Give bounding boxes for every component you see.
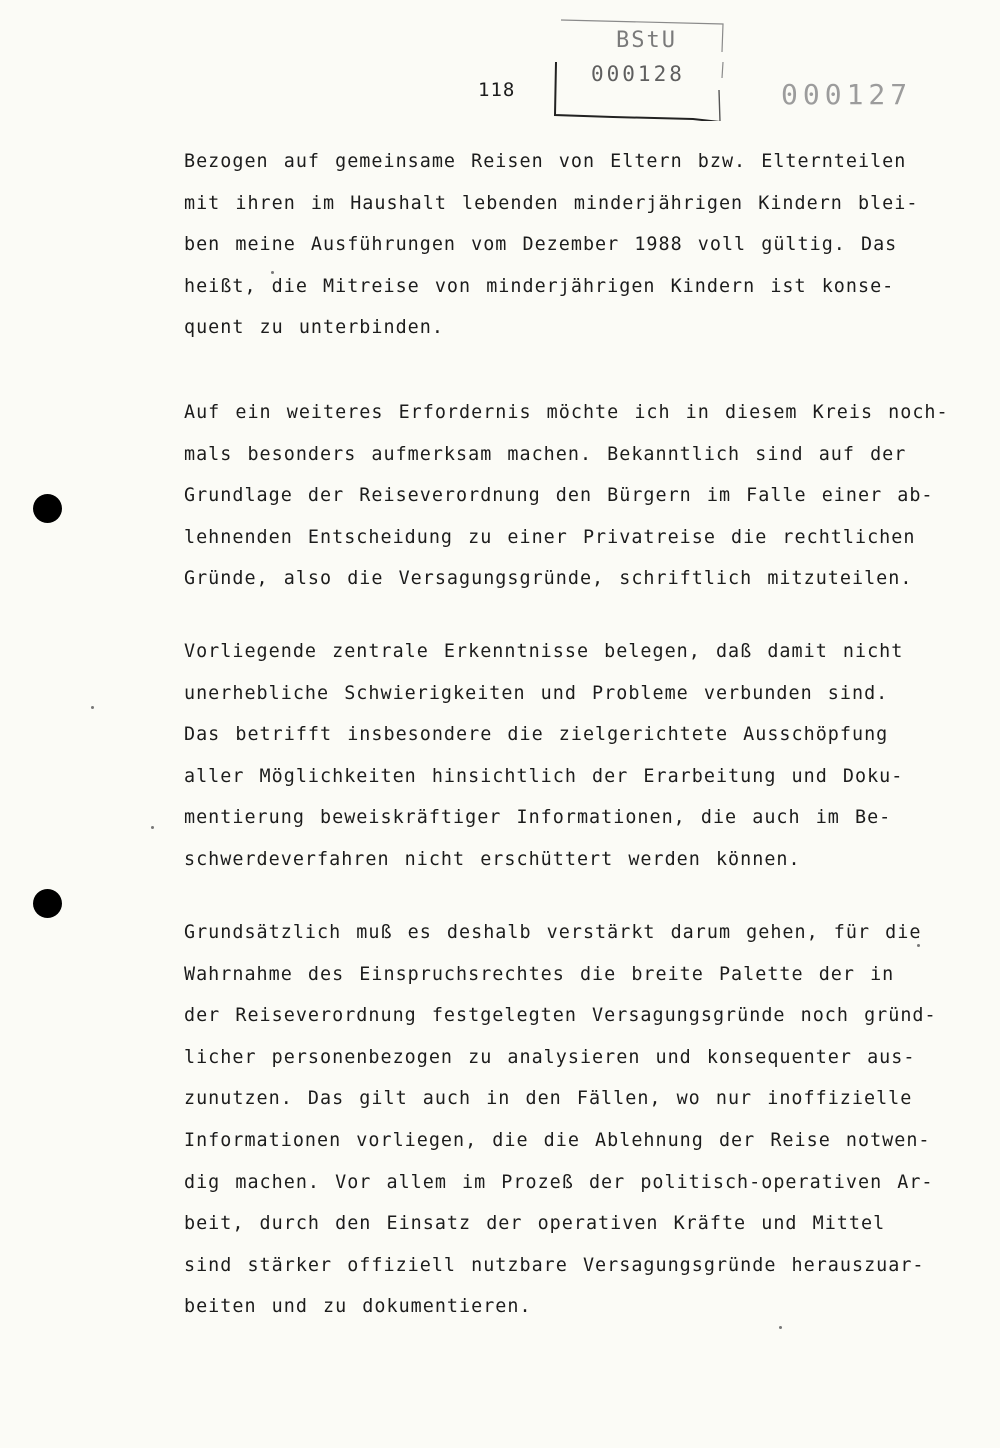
text-line: unerhebliche Schwierigkeiten und Probleme verbunden sind.: [184, 682, 889, 704]
archive-page-number: 000127: [781, 78, 913, 111]
text-line: Gründe, also die Versagungsgründe, schriftlich mitzuteilen.: [184, 568, 913, 590]
text-line: Auf ein weiteres Erfordernis möchte ich in diesem Kreis noch-: [184, 402, 949, 423]
text-line: heißt, die Mitreise von minderjährigen Kindern ist konse-: [184, 275, 895, 297]
text-line: Grundlage der Reiseverordnung den Bürgern im Falle einer ab-: [184, 485, 934, 507]
text-line: mentierung beweiskräftiger Informationen, die auch im Be-: [184, 807, 892, 829]
text-line: ben meine Ausführungen vom Dezember 1988 voll gültig. Das: [184, 234, 898, 256]
text-line: Bezogen auf gemeinsame Reisen von Eltern bzw. Elternteilen: [184, 151, 907, 172]
text-line: lehnenden Entscheidung zu einer Privatreise die rechtlichen: [184, 526, 916, 548]
archive-stamp: [553, 18, 724, 121]
text-line: schwerdeverfahren nicht erschüttert werden können.: [184, 848, 801, 870]
punch-hole-icon: [33, 889, 62, 918]
text-line: mals besonders aufmerksam machen. Bekanntlich sind auf der: [184, 443, 907, 465]
text-line: quent zu unterbinden.: [184, 317, 444, 339]
text-line: der Reiseverordnung festgelegten Versagungsgründe noch gründ-: [184, 1005, 937, 1027]
text-line: aller Möglichkeiten hinsichtlich der Erarbeitung und Doku-: [184, 765, 904, 787]
text-line: licher personenbezogen zu analysieren und konsequenter aus-: [184, 1046, 916, 1068]
stamp-number: 000128: [591, 62, 685, 86]
text-line: beit, durch den Einsatz der operativen Kräfte und Mittel: [184, 1213, 886, 1235]
text-line: beiten und zu dokumentieren.: [184, 1296, 532, 1318]
stamp-org-label: BStU: [616, 28, 677, 53]
paragraph-2: [184, 392, 949, 600]
text-line: zunutzen. Das gilt auch in den Fällen, wo nur inoffizielle: [184, 1088, 913, 1110]
text-line: Das betrifft insbesondere die zielgerichtete Ausschöpfung: [184, 724, 889, 746]
text-line: Grundsätzlich muß es deshalb verstärkt darum gehen, für die: [184, 922, 922, 943]
scan-speck: [151, 826, 154, 829]
scan-speck: [91, 706, 94, 709]
text-line: sind stärker offiziell nutzbare Versagungsgründe herauszuar-: [184, 1254, 925, 1276]
text-line: Wahrnahme des Einspruchsrechtes die breite Palette der in: [184, 963, 895, 985]
paragraph-4: [184, 912, 944, 1328]
text-line: Informationen vorliegen, die die Ablehnung der Reise notwen-: [184, 1129, 931, 1151]
paragraph-1: [184, 141, 944, 349]
text-line: dig machen. Vor allem im Prozeß der politisch-operativen Ar-: [184, 1171, 934, 1193]
page-number: 118: [478, 79, 516, 101]
punch-hole-icon: [33, 494, 62, 523]
paragraph-3: [184, 631, 944, 881]
text-line: mit ihren im Haushalt lebenden minderjährigen Kindern blei-: [184, 192, 919, 214]
text-line: Vorliegende zentrale Erkenntnisse belegen, daß damit nicht: [184, 641, 904, 662]
